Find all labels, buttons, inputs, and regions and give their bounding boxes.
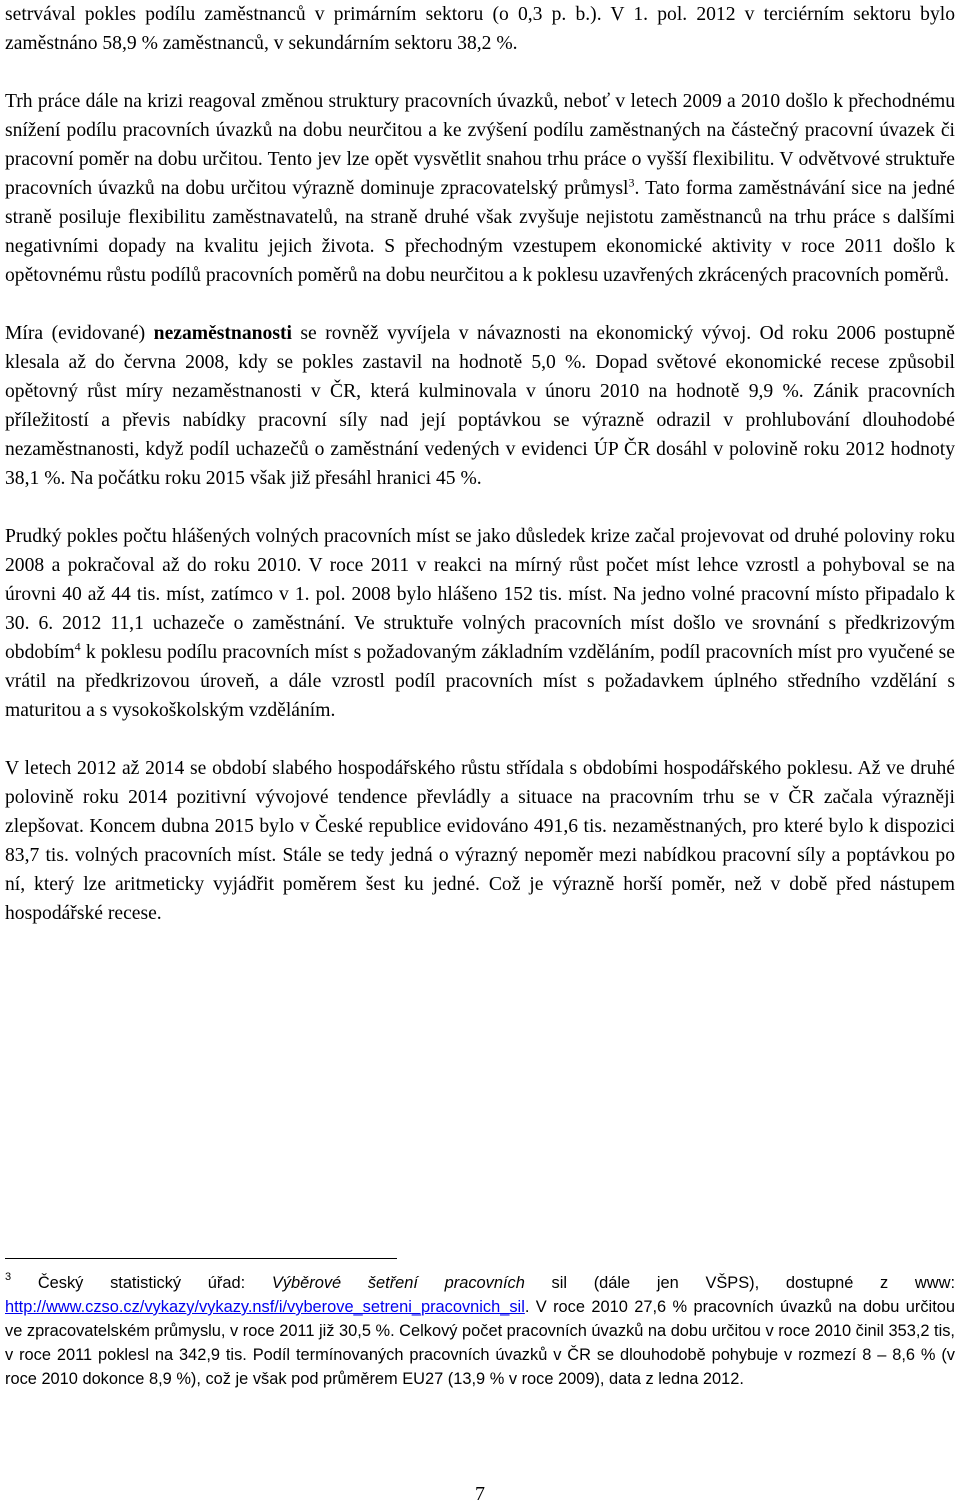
document-body	[5, 0, 955, 928]
footnote-reference[interactable]: 3	[628, 175, 635, 190]
footnote-text: . V roce 2010 27,6 % pracovních úvazků na dobu určitou ve zpracovatelském průmyslu, v roce 2011 již 30,5 %. Celkový počet pracovních úvazků na dobu určitou v roce 2010 činil 353,2 tis, v roce 2011 poklesl na 342,9 tis. Podíl termínovaných pracovních úvazků v ČR se dlouhodobě pohybuje v rozmezí 8 – 8,6 % (v roce 2010 dokonce 8,9 %), což je však pod průměrem EU27 (13,9 % v roce 2009), data z ledna 2012.	[5, 1298, 955, 1388]
footnote-text: Český statistický úřad:	[11, 1274, 272, 1292]
footnote-reference[interactable]: 4	[74, 639, 81, 654]
paragraph-text: se rovněž vyvíjela v návaznosti na ekonomický vývoj. Od roku 2006 postupně klesala až do června 2008, kdy se pokles zastavil na hodnotě 5,0 %. Dopad světové ekonomické recese způsobil opětovný růst míry nezaměstnanosti v ČR, která kulminovala v únoru 2010 na hodnotě 9,9 %. Zánik pracovních příležitostí a převis nabídky pracovní síly nad její poptávkou se výrazně odrazil v prohlubování dlouhodobé nezaměstnanosti, když podíl uchazečů o zaměstnání vedených v evidenci ÚP ČR dosáhl v polovině roku 2012 hodnoty 38,1 %. Na počátku roku 2015 však již přesáhl hranici 45 %.	[5, 323, 956, 489]
paragraph-text: Trh práce dále na krizi reagoval změnou struktury pracovních úvazků, neboť v letech 2009 a 2010 došlo k přechodnému snížení podílu pracovních úvazků na dobu neurčitou a ke zvýšení podílu zaměstnaných na částečný pracovní úvazek či pracovní poměr na dobu určitou. Tento jev lze opět vysvětlit snahou trhu práce o vyšší flexibilitu. V odvětvové struktuře pracovních úvazků na dobu určitou výrazně dominuje zpracovatelský průmysl	[5, 91, 955, 199]
footnote-text: sil (dále jen VŠPS), dostupné z www:	[524, 1274, 955, 1292]
paragraph-text: Míra (evidované)	[5, 323, 154, 344]
paragraph-vacancies	[5, 522, 955, 725]
paragraph-text: Prudký pokles počtu hlášených volných pracovních míst se jako důsledek krize začal projevovat od druhé poloviny roku 2008 a pokračoval až do roku 2010. V roce 2011 v reakci na mírný růst počet míst lehce vzrostl a pohyboval se na úrovni 40 až 44 tis. míst, zatímco v 1. pol. 2008 bylo hlášeno 152 tis. míst. Na jedno volné pracovní místo připadalo k 30. 6. 2012 11,1 uchazeče o zaměstnání. Ve struktuře volných pracovních míst došlo ve srovnání s předkrizovým obdobím	[5, 526, 955, 663]
paragraph-text: V letech 2012 až 2014 se období slabého hospodářského růstu střídala s obdobími hospodářského poklesu. Až ve druhé polovině roku 2014 pozitivní vývojové tendence převládly a situace na pracovním trhu se v ČR začala výrazněji zlepšovat. Koncem dubna 2015 bylo v České republice evidováno 491,6 tis. nezaměstnaných, pro které bylo k dispozici 83,7 tis. volných pracovních míst. Stále se tedy jedná o výrazný nepoměr mezi nabídkou pracovní síly a poptávkou po ní, který lze aritmeticky vyjádřit poměrem šest ku jedné. Což je výrazně horší poměr, než v době před nástupem hospodářské recese.	[5, 758, 955, 924]
footnote-marker: 3	[5, 1271, 12, 1283]
paragraph-recovery	[5, 754, 955, 928]
footnote	[5, 1271, 955, 1391]
footnote-separator	[5, 1258, 397, 1259]
paragraph-text: k poklesu podílu pracovních míst s požadovaným základním vzděláním, podíl pracovních míst pro vyučené se vrátil na předkrizovou úroveň, a dále vzrostl podíl pracovních míst s požadavkem úplného středního vzdělání s maturitou a s vysokoškolským vzděláním.	[5, 642, 955, 721]
page-number: 7	[475, 1483, 485, 1505]
paragraph-text: . Tato forma zaměstnávání sice na jedné straně posiluje flexibilitu zaměstnavatelů, na straně druhé však zvyšuje nejistotu zaměstnanců na trhu práce s dalšími negativními dopady na kvalitu jejich života. S přechodným vzestupem ekonomické aktivity v roce 2011 došlo k opětovnému růstu podílů pracovních poměrů na dobu neurčitou a k poklesu uzavřených zkrácených pracovních poměrů.	[5, 178, 955, 286]
footnote-link[interactable]: http://www.czso.cz/vykazy/vykazy.nsf/i/vyberove_setreni_pracovnich_sil	[5, 1298, 525, 1316]
paragraph-unemployment	[5, 319, 955, 493]
paragraph-text: setrvával pokles podílu zaměstnanců v primárním sektoru (o 0,3 p. b.). V 1. pol. 2012 v terciérním sektoru bylo zaměstnáno 58,9 % zaměstnanců, v sekundárním sektoru 38,2 %.	[5, 4, 955, 54]
bold-term: nezaměstnanosti	[153, 323, 292, 344]
footnote-title: Výběrové šetření pracovních	[271, 1274, 525, 1292]
paragraph-contract-structure	[5, 87, 955, 290]
paragraph-sector-shares	[5, 0, 955, 58]
